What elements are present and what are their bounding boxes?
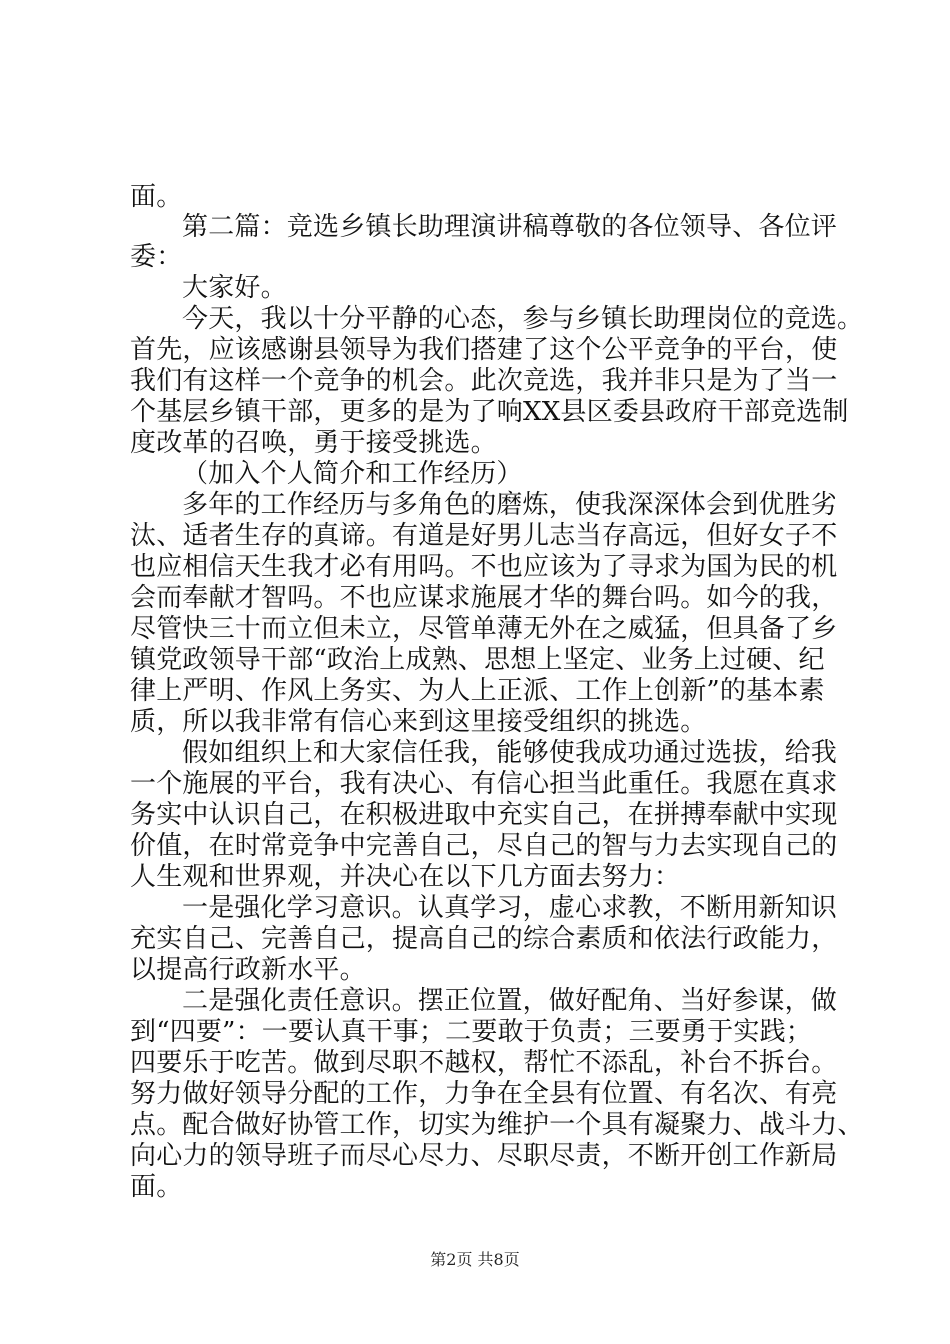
body-line: 务实中认识自己，在积极进取中充实自己，在拼搏奉献中实现 — [130, 800, 838, 830]
body-line: 也应相信天生我才必有用吗。不也应该为了寻求为国为民的机 — [130, 552, 838, 582]
body-line: 律上严明、作风上务实、为人上正派、工作上创新”的基本素 — [130, 676, 825, 706]
body-line: 多年的工作经历与多角色的磨炼，使我深深体会到优胜劣 — [182, 490, 838, 520]
body-line: 今天，我以十分平静的心态，参与乡镇长助理岗位的竞选。 — [182, 304, 864, 334]
body-line: 假如组织上和大家信任我，能够使我成功通过选拔，给我 — [182, 738, 838, 768]
body-line: 会而奉献才智吗。不也应谋求施展才华的舞台吗。如今的我， — [130, 583, 838, 613]
body-line: 一是强化学习意识。认真学习，虚心求教，不断用新知识 — [182, 893, 838, 923]
body-line: 我们有这样一个竞争的机会。此次竞选，我并非只是为了当一 — [130, 366, 838, 396]
body-line: 镇党政领导干部“政治上成熟、思想上坚定、业务上过硬、纪 — [130, 645, 825, 675]
body-line: 一个施展的平台，我有决心、有信心担当此重任。我愿在真求 — [130, 769, 838, 799]
body-line: 二是强化责任意识。摆正位置，做好配角、当好参谋，做 — [182, 986, 838, 1016]
body-line: 个基层乡镇干部，更多的是为了响XX县区委县政府干部竞选制 — [130, 397, 849, 427]
body-line: 质，所以我非常有信心来到这里接受组织的挑选。 — [130, 707, 707, 737]
greeting-line: 大家好。 — [182, 273, 287, 303]
body-line: 首先，应该感谢县领导为我们搭建了这个公平竞争的平台，使 — [130, 335, 838, 365]
body-line: 到“四要”：一要认真干事；二要敢于负责；三要勇于实践； — [130, 1017, 812, 1047]
body-line: 以提高行政新水平。 — [130, 955, 366, 985]
body-line: 面。 — [130, 182, 183, 212]
body-line: 价值，在时常竞争中完善自己，尽自己的智与力去实现自己的 — [130, 831, 838, 861]
body-line: 努力做好领导分配的工作，力争在全县有位置、有名次、有亮 — [130, 1079, 838, 1109]
body-line: 四要乐于吃苦。做到尽职不越权，帮忙不添乱，补台不拆台。 — [130, 1048, 838, 1078]
body-line: 充实自己、完善自己，提高自己的综合素质和依法行政能力， — [130, 924, 838, 954]
page-number-footer: 第2页 共8页 — [430, 1250, 520, 1269]
note-line: （加入个人简介和工作经历） — [182, 459, 523, 489]
body-line: 点。配合做好协管工作，切实为维护一个具有凝聚力、战斗力、 — [130, 1110, 864, 1140]
body-line: 人生观和世界观，并决心在以下几方面去努力： — [130, 862, 681, 892]
section-heading-line: 第二篇：竞选乡镇长助理演讲稿尊敬的各位领导、各位评 — [182, 212, 838, 242]
body-line: 委： — [130, 242, 183, 272]
body-line: 度改革的召唤，勇于接受挑选。 — [130, 428, 497, 458]
body-line: 面。 — [130, 1172, 183, 1202]
body-line: 向心力的领导班子而尽心尽力、尽职尽责，不断开创工作新局 — [130, 1141, 838, 1171]
body-line: 汰、适者生存的真谛。有道是好男儿志当存高远，但好女子不 — [130, 521, 838, 551]
body-line: 尽管快三十而立但未立，尽管单薄无外在之威猛，但具备了乡 — [130, 614, 838, 644]
